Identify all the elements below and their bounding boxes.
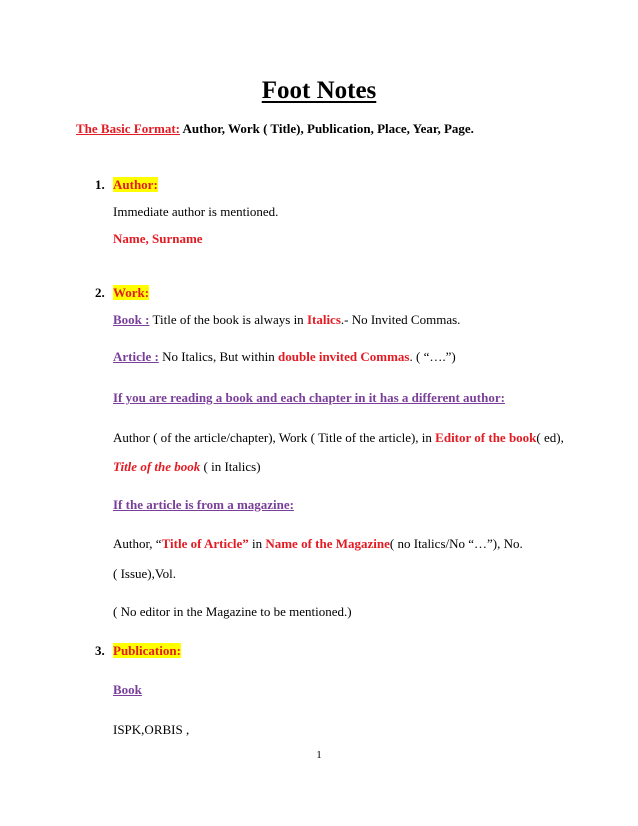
section-3-number: 3. bbox=[95, 643, 105, 658]
chapter-line-1: Author ( of the article/chapter), Work ( Title of the article), in Editor of the book( ed), bbox=[113, 430, 564, 445]
section-1-number: 1. bbox=[95, 177, 105, 192]
work-book-line: Book : Title of the book is always in Italics.- No Invited Commas. bbox=[113, 312, 461, 327]
title-of-book: Title of the book bbox=[113, 459, 201, 474]
section-1-line-1: Immediate author is mentioned. bbox=[113, 204, 279, 219]
editor-of-book: Editor of the book bbox=[435, 430, 537, 445]
magazine-line-2: ( Issue),Vol. bbox=[113, 566, 176, 581]
title-of-article: Title of Article” bbox=[161, 536, 249, 551]
section-3-heading: Publication: bbox=[113, 643, 181, 658]
book-label: Book : bbox=[113, 312, 150, 327]
basic-format-label: The Basic Format: bbox=[76, 121, 180, 136]
page-title: Foot Notes bbox=[261, 77, 377, 104]
section-2-heading: Work: bbox=[113, 285, 150, 300]
chapter-heading: If you are reading a book and each chapter in it has a different author: bbox=[113, 390, 505, 405]
magazine-line-1: Author, “Title of Article” in Name of the Magazine( no Italics/No “…”), No. bbox=[113, 536, 523, 551]
name-of-magazine: Name of the Magazine bbox=[265, 536, 390, 551]
magazine-heading: If the article is from a magazine: bbox=[113, 497, 294, 512]
magazine-line-3: ( No editor in the Magazine to be mentioned.) bbox=[113, 604, 352, 619]
double-commas-emphasis: double invited Commas bbox=[278, 349, 410, 364]
article-label: Article : bbox=[113, 349, 159, 364]
page-number: 1 bbox=[316, 749, 322, 761]
publication-line: ISPK,ORBIS , bbox=[113, 722, 190, 737]
section-1-heading: Author: bbox=[113, 177, 158, 192]
work-article-line: Article : No Italics, But within double invited Commas. ( “….”) bbox=[113, 349, 456, 364]
section-1-line-2: Name, Surname bbox=[113, 231, 203, 246]
section-2-number: 2. bbox=[95, 285, 105, 300]
publication-book-subheading: Book bbox=[113, 682, 142, 697]
basic-format-line bbox=[76, 121, 474, 137]
chapter-line-2: Title of the book ( in Italics) bbox=[113, 459, 261, 474]
basic-format-text: Author, Work ( Title), Publication, Place, Year, Page. bbox=[179, 121, 474, 136]
italics-word: Italics bbox=[306, 312, 341, 327]
